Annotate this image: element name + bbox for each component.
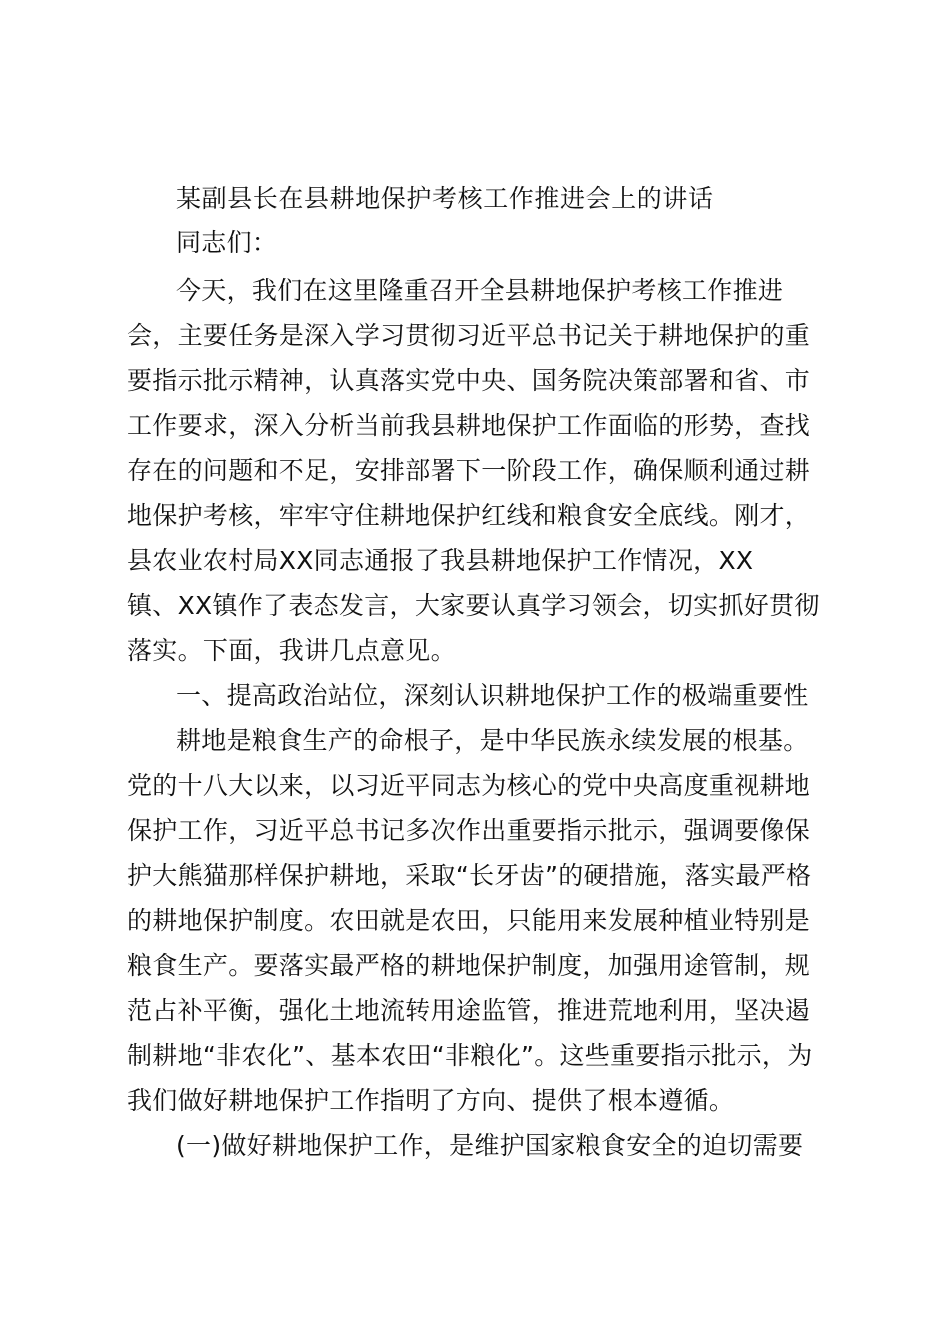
paragraph-line: 耕地是粮食生产的命根子，是中华民族永续发展的根基。 [176, 726, 809, 755]
paragraph-line: 落实。下面，我讲几点意见。 [127, 636, 456, 665]
paragraph-line: 镇、XX镇作了表态发言，大家要认真学习领会，切实抓好贯彻 [127, 591, 820, 620]
document-title: 某副县长在县耕地保护考核工作推进会上的讲话 [176, 184, 714, 213]
subsection-heading: (一)做好耕地保护工作，是维护国家粮食安全的迫切需要 [176, 1131, 804, 1160]
paragraph-line: 工作要求，深入分析当前我县耕地保护工作面临的形势，查找 [127, 411, 811, 440]
paragraph-line: 要指示批示精神，认真落实党中央、国务院决策部署和省、市 [127, 366, 811, 395]
paragraph-line: 我们做好耕地保护工作指明了方向、提供了根本遵循。 [127, 1086, 735, 1115]
section-heading: 一、提高政治站位，深刻认识耕地保护工作的极端重要性 [176, 681, 809, 710]
paragraph-line: 范占补平衡，强化土地流转用途监管，推进荒地利用，坚决遏 [127, 996, 811, 1025]
paragraph-line: 会，主要任务是深入学习贯彻习近平总书记关于耕地保护的重 [127, 321, 811, 350]
paragraph-line: 县农业农村局XX同志通报了我县耕地保护工作情况，XX [127, 546, 754, 575]
paragraph-line: 的耕地保护制度。农田就是农田，只能用来发展种植业特别是 [127, 906, 811, 935]
paragraph-line: 粮食生产。要落实最严格的耕地保护制度，加强用途管制，规 [127, 951, 811, 980]
greeting: 同志们： [176, 228, 278, 257]
paragraph-line: 制耕地“非农化”、基本农田“非粮化”。这些重要指示批示，为 [127, 1041, 813, 1070]
paragraph-line: 今天，我们在这里隆重召开全县耕地保护考核工作推进 [176, 276, 784, 305]
paragraph-line: 保护工作，习近平总书记多次作出重要指示批示，强调要像保 [127, 816, 811, 845]
paragraph-line: 地保护考核，牢牢守住耕地保护红线和粮食安全底线。刚才， [127, 501, 811, 530]
paragraph-line: 党的十八大以来，以习近平同志为核心的党中央高度重视耕地 [127, 771, 811, 800]
paragraph-line: 护大熊猫那样保护耕地，采取“长牙齿”的硬措施，落实最严格 [127, 861, 812, 890]
paragraph-line: 存在的问题和不足，安排部署下一阶段工作，确保顺利通过耕 [127, 456, 811, 485]
